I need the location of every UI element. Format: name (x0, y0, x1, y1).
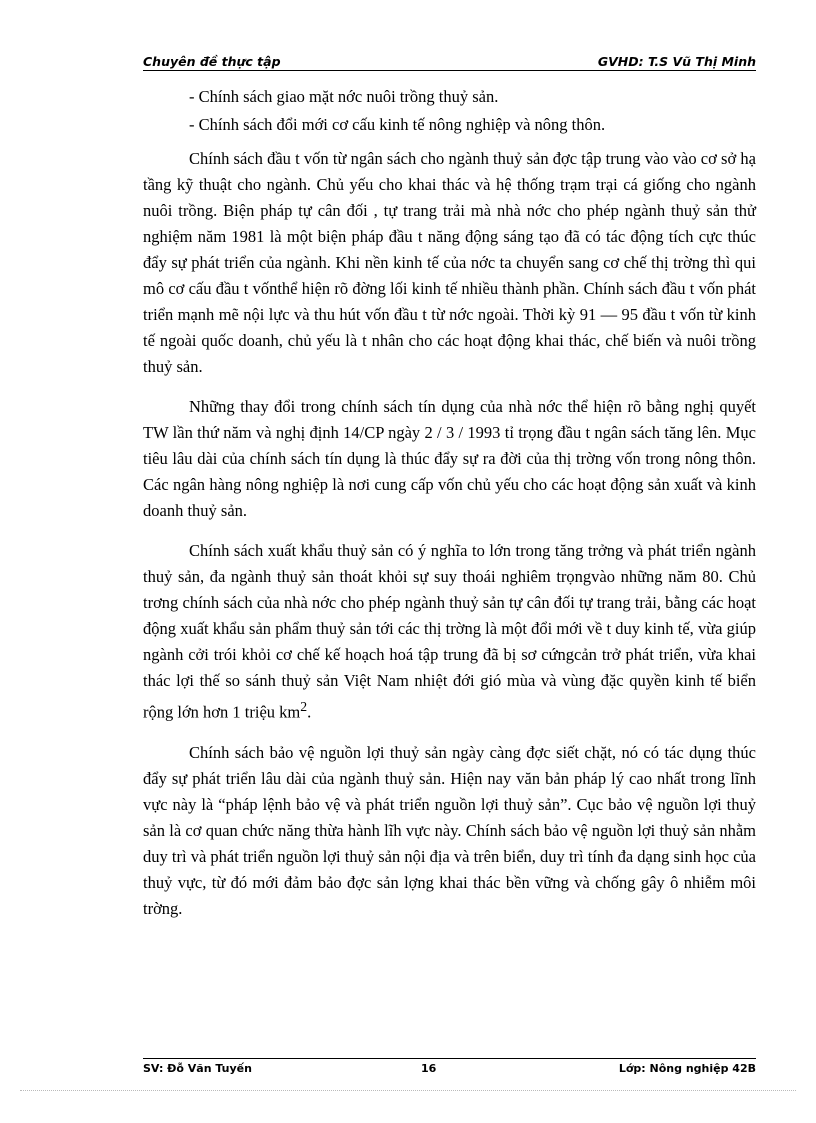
bullet-item: - Chính sách đổi mới cơ cấu kinh tế nông nghiệp và nông thôn. (189, 115, 606, 134)
bullet-item: - Chính sách giao mặt nớc nuôi trồng thuỷ sản. (189, 87, 499, 106)
paragraph: Những thay đổi trong chính sách tín dụng của nhà nớc thể hiện rõ bằng nghị quyết TW lần thứ năm và nghị định 14/CP ngày 2 / 3 / 1993 tỉ trọng đầu t ngân sách tăng lên. Mục tiêu lâu dài của chính sách tín dụng là thúc đẩy sự ra đời của thị trờng vốn trong nông thôn. Các ngân hàng nông nghiệp là nơi cung cấp vốn chủ yếu cho các hoạt động sản xuất và kinh doanh thuỷ sản. (143, 397, 756, 520)
page-edge-divider (20, 1090, 796, 1091)
page-footer (143, 1062, 756, 1076)
paragraph: Chính sách đầu t vốn từ ngân sách cho ngành thuỷ sản đợc tập trung vào vào cơ sở hạ tầng kỹ thuật cho ngành. Chủ yếu cho khai thác và hệ thống trạm trại cá giống cho ngành nuôi trồng. Biện pháp tự cân đối , tự trang trải mà nhà nớc cho phép ngành thuỷ sản thử nghiệm năm 1981 là một biện pháp đầu t năng động sáng tạo đã có tác động tích cực thúc đẩy sự phát triển của ngành. Khi nền kinh tế của nớc ta chuyển sang cơ chế thị trờng thì qui mô cơ cấu đầu t vốnthể hiện rõ đờng lối kinh tế nhiều thành phần. Chính sách đầu t vốn phát triển mạnh mẽ nội lực và thu hút vốn đầu t từ nớc ngoài. Thời kỳ 91 — 95 đầu t vốn từ kinh tế ngoài quốc doanh, chủ yếu là t nhân cho các hoạt động khai thác, chế biến và nuôi trồng thuỷ sản. (143, 149, 756, 376)
footer-rule (143, 1058, 756, 1059)
paragraph: Chính sách bảo vệ nguồn lợi thuỷ sản ngày càng đợc siết chặt, nó có tác dụng thúc đẩy sự phát triển lâu dài của ngành thuỷ sản. Hiện nay văn bản pháp lý cao nhất trong lĩnh vực này là “pháp lệnh bảo vệ và phát triển nguồn lợi thuỷ sản”. Cục bảo vệ nguồn lợi thuỷ sản là cơ quan chức năng thừa hành lĩh vực này. Chính sách bảo vệ nguồn lợi thuỷ sản nhằm duy trì và phát triển nguồn lợi thuỷ sản nội địa và trên biển, duy trì tính đa dạng sinh học của thuỷ vực, từ đó mới đảm bảo đợc sản lợng khai thác bền vững và chống gây ô nhiễm môi trờng. (143, 742, 756, 918)
superscript: 2 (300, 699, 308, 714)
paragraph (143, 538, 756, 726)
header-title: Chuyên đề thực tập (143, 54, 281, 69)
footer-class: Lớp: Nông nghiệp 42B (618, 1062, 756, 1075)
page-header (143, 54, 756, 70)
header-rule (143, 70, 756, 71)
paragraph-text: Chính sách xuất khẩu thuỷ sản có ý nghĩa to lớn trong tăng trởng và phát triển ngành thuỷ sản, đa ngành thuỷ sản thoát khỏi sự suy thoái nghiêm trọngvào những năm 80. Chủ trơng chính sách của nhà nớc cho phép ngành thuỷ sản tự cân đối tự trang trải, bằng các hoạt động xuất khẩu sản phẩm thuỷ sản tới các thị trờng là một đổi mới về t duy kinh tế, vừa giúp ngành cởi trói khỏi cơ chế kế hoạch hoá tập trung đã bị sơ cứngcản trở phát triển, vừa khai thác lợi thế so sánh thuỷ sản Việt Nam nhiệt đới gió mùa và vùng đặc quyền kinh tế biển rộng lớn hơn 1 triệu km (143, 541, 756, 722)
paragraph-end: . (307, 702, 312, 722)
document-body (143, 84, 756, 922)
header-supervisor: GVHD: T.S Vũ Thị Minh (597, 54, 756, 69)
footer-student: SV: Đỗ Văn Tuyến (143, 1062, 252, 1075)
page-number: 16 (421, 1062, 437, 1075)
